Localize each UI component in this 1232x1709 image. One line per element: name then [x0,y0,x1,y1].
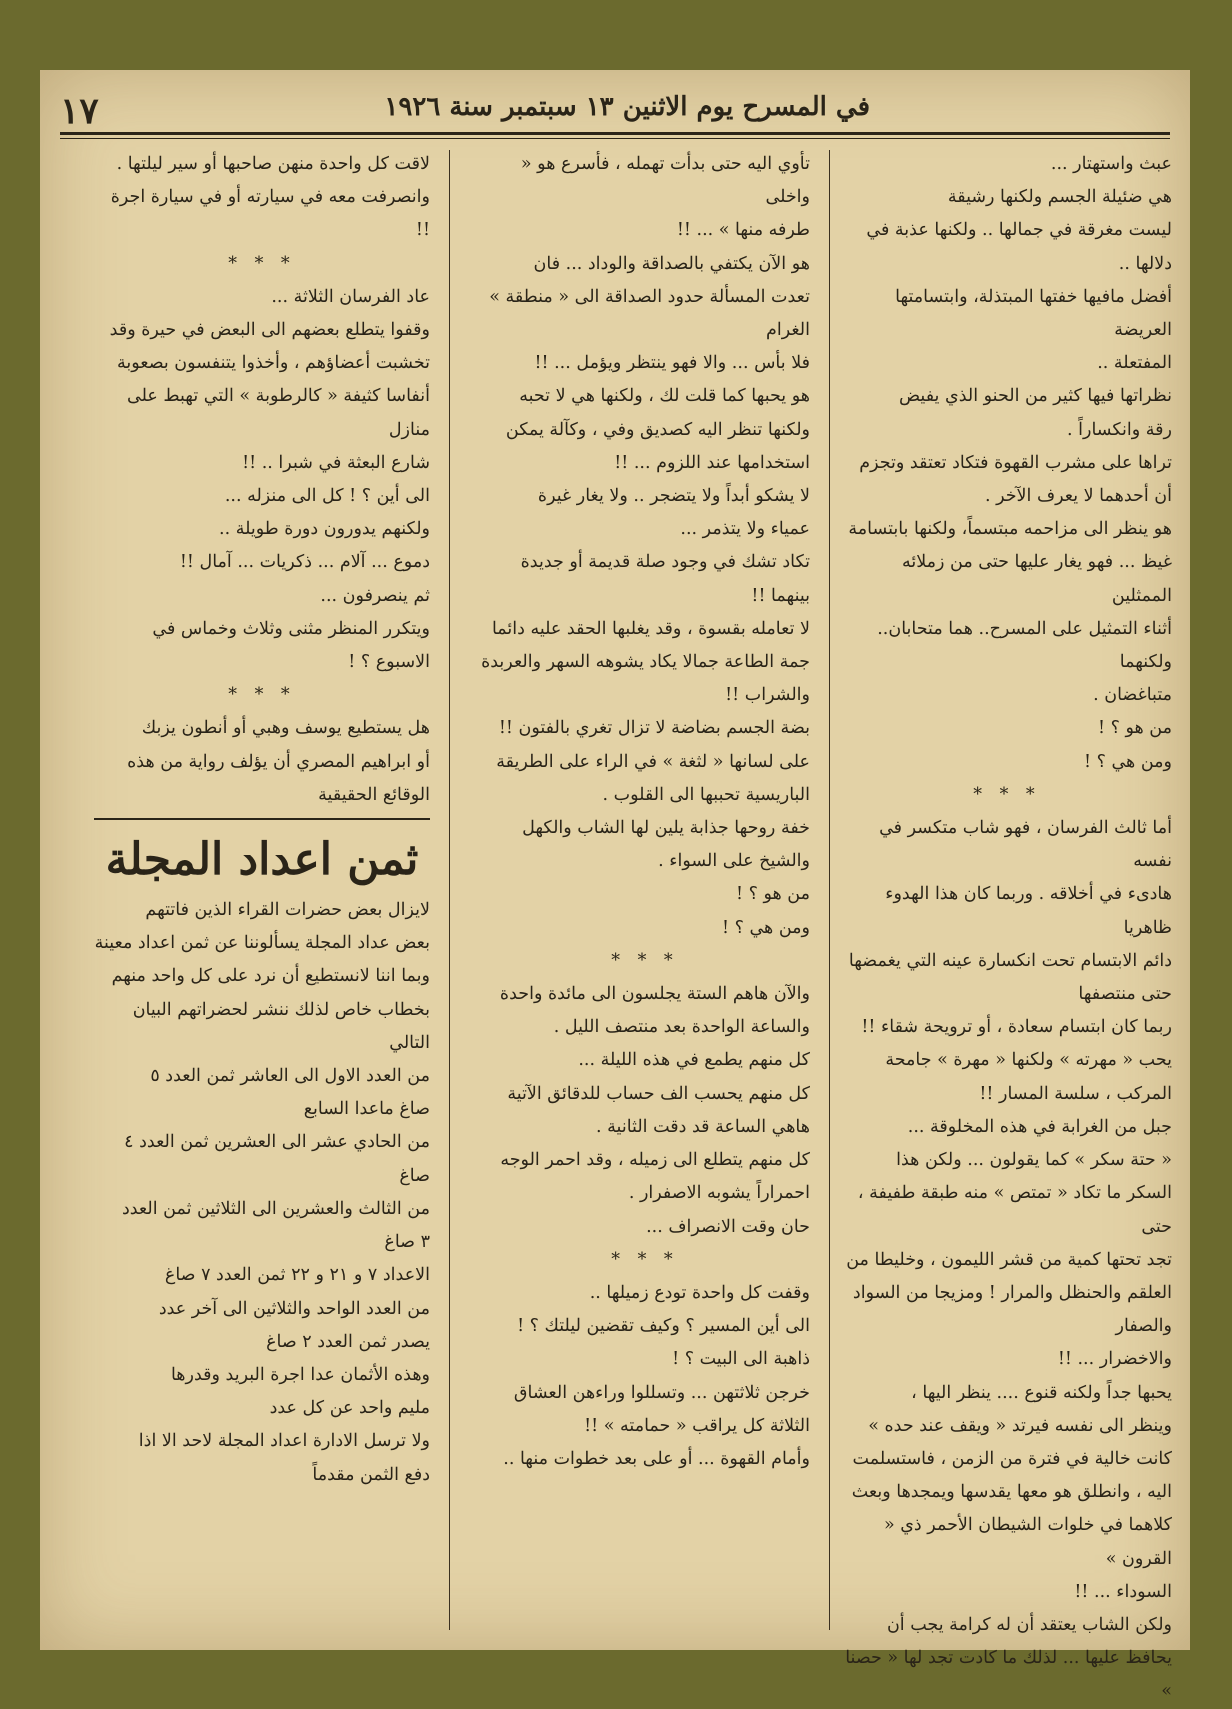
text-line: أما ثالث الفرسان ، فهو شاب متكسر في نفسه [879,818,1172,872]
text-line: لايزال بعض حضرات القراء الذين فاتتهم [145,900,430,921]
text-line: كلاهما في خلوات الشيطان الأحمر ذي « القرون » [883,1515,1172,1569]
text-line: وقفت كل واحدة تودع زميلها .. [589,1282,810,1303]
text-line: اليه ، وانطلق هو معها يقدسها ويمجدها وبعث [851,1482,1172,1503]
text-line: متباغضان . [1093,685,1172,706]
text-line: ولكنهم يدورون دورة طويلة .. [219,519,430,540]
text-line: وبما اننا لانستطيع أن نرد على كل واحد منهم [111,966,430,987]
text-line: أو ابراهيم المصري أن يؤلف رواية من هذه [127,751,430,772]
article-end [94,148,430,812]
text-line: « حتة سكر » كما يقولون ... ولكن هذا [896,1150,1172,1171]
text-line: مليم واحد عن كل عدد [269,1398,430,1419]
text-line: هو يحبها كما قلت لك ، ولكنها هي لا تحبه [519,386,810,407]
text-line: من هو ؟ ! [1098,718,1172,739]
text-line: نظراتها فيها كثير من الحنو الذي يفيض [898,386,1172,407]
text-line: يحافظ عليها ... لذلك ما كادت تجد لها « حصنا » [845,1648,1172,1702]
text-line: يحب « مهرته » ولكنها « مهرة » جامحة [885,1050,1172,1071]
text-line: المفتعلة .. [1097,353,1172,374]
text-line: والشراب !! [725,685,810,706]
text-line: جبل من الغرابة في هذه المخلوقة ... [907,1116,1172,1137]
section-separator: * * * [611,1249,679,1270]
text-line: غيظ ... فهو يغار عليها حتى من زملائه الممثلين [901,552,1172,606]
text-line: هادىء في أخلاقه . وربما كان هذا الهدوء ظاهريا [885,884,1172,938]
text-line: دموع ... آلام ... ذكريات ... آمال !! [179,552,430,573]
text-line: ولكنها تنظر اليه كصديق وفي ، وكآلة يمكن [505,419,810,440]
text-line: ٣ صاغ [384,1232,430,1253]
text-line: المركب ، سلسة المسار !! [979,1083,1172,1104]
text-line: هل يستطيع يوسف وهبي أو أنطون يزبك [141,718,430,739]
text-line: والاخضرار ... !! [1057,1349,1172,1370]
header-rule-thin [60,138,1170,139]
text-line: من العدد الواحد والثلاثين الى آخر عدد [158,1298,430,1319]
text-line: كانت خالية في فترة من الزمن ، فاستسلمت [852,1448,1172,1469]
text-line: ويتكرر المنظر مثنى وثلاث وخماس في [152,618,430,639]
text-line: الى أين ؟ ! كل الى منزله ... [224,486,430,507]
text-line: عبث واستهتار ... [1050,154,1172,174]
text-line: ربما كان ابتسام سعادة ، أو ترويحة شقاء !! [861,1017,1172,1038]
text-line: جمة الطاعة جمالا يكاد يشوهه السهر والعربدة [481,652,810,673]
text-line: تجد تحتها كمية من قشر الليمون ، وخليطا من [846,1249,1172,1270]
text-line: الى أين المسير ؟ وكيف تقضين ليلتك ؟ ! [517,1316,810,1337]
text-line: والشيخ على السواء . [658,851,810,872]
text-line: كل منهم يحسب الف حساب للدقائق الآتية [507,1083,810,1104]
text-line: أنفاسا كثيفة « كالرطوبة » التي تهبط على منازل [127,386,430,440]
text-line: ليست مغرقة في جمالها .. ولكنها عذبة في [866,220,1172,241]
text-line: استخدامها عند اللزوم ... !! [614,452,810,473]
text-line: ومن هي ؟ ! [722,917,810,938]
text-line: وهذه الأثمان عدا اجرة البريد وقدرها [170,1364,430,1385]
text-line: كل منهم يتطلع الى زميله ، وقد احمر الوجه [500,1150,810,1171]
text-line: أفضل مافيها خفتها المبتذلة، وابتسامتها العريضة [895,286,1172,341]
text-line: تراها على مشرب القهوة فتكاد تعتقد وتجزم [859,452,1172,473]
page-number: ١٧ [60,90,99,132]
section-separator: * * * [973,784,1041,805]
newspaper-page [40,70,1190,1702]
column-divider [449,150,450,1630]
text-line: من الحادي عشر الى العشرين ثمن العدد ٤ صاغ [124,1132,430,1186]
text-line: دائم الابتسام تحت انكسارة عينه التي يغمضها [848,950,1172,971]
section-separator: * * * [611,950,679,971]
text-line: طرفه منها » ... !! [676,220,810,241]
text-line: حتى منتصفها [1078,984,1172,1005]
text-line: والآن هاهم الستة يجلسون الى مائدة واحدة [499,984,810,1005]
text-line: هو الآن يكتفي بالصداقة والوداد ... فان [533,253,810,274]
text-line: بخطاب خاص لذلك ننشر لحضراتهم البيان التالي [132,999,430,1053]
text-line: هاهي الساعة قد دقت الثانية . [596,1116,810,1137]
column-right [842,148,1172,1702]
text-line: تعدت المسألة حدود الصداقة الى « منطقة » الغرام [489,286,810,341]
text-line: صاغ ماعدا السابع [303,1099,430,1120]
text-line: رقة وانكساراً . [1067,419,1172,440]
text-line: لا تعامله بقسوة ، وقد يغلبها الحقد عليه دائما [491,618,810,639]
text-line: تخشبت أعضاؤهم ، وأخذوا يتنفسون بصعوبة [116,353,430,374]
text-line: أن أحدهما لا يعرف الآخر . [984,486,1172,507]
text-line: لاقت كل واحدة منهن صاحبها أو سير ليلتها . [116,154,430,174]
text-line: وانصرفت معه في سيارته أو في سيارة اجرة !! [110,187,430,241]
text-line: الثلاثة كل يراقب « حمامته » !! [584,1415,810,1436]
header-title: في المسرح يوم الاثنين ١٣ سبتمبر سنة ١٩٢٦ [384,92,870,122]
text-line: هو ينظر الى مزاحمه مبتسماً، ولكنها بابتسامة [848,519,1172,540]
header-rule [60,132,1170,135]
text-line: وأمام القهوة ... أو على بعد خطوات منها .. [503,1448,810,1469]
text-line: وقفوا يتطلع بعضهم الى البعض في حيرة وقد [109,320,430,341]
text-line: لا يشكو أبداً ولا يتضجر .. ولا يغار غيرة [537,486,810,507]
text-line: عمياء ولا يتذمر ... [680,519,810,540]
section-separator: * * * [228,253,296,274]
text-line: هي ضئيلة الجسم ولكنها رشيقة [947,187,1172,208]
text-line: تكاد تشك في وجود صلة قديمة أو جديدة [520,552,810,573]
text-line: دفع الثمن مقدماً [312,1464,430,1485]
text-line: الاسبوع ؟ ! [348,652,430,673]
text-line: كل منهم يطمع في هذه الليلة ... [578,1050,810,1071]
text-line: ذاهبة الى البيت ؟ ! [672,1349,810,1370]
page-header [60,88,1170,138]
text-line: ثم ينصرفون ... [320,585,430,606]
text-line: على لسانها « لثغة » في الراء على الطريقة [496,751,810,772]
prices-heading: ثمن اعداد المجلة [94,818,430,890]
text-line: ولكن الشاب يعتقد أن له كرامة يجب أن [886,1614,1172,1635]
section-separator: * * * [228,685,296,706]
text-line: الاعداد ٧ و ٢١ و ٢٢ ثمن العدد ٧ صاغ [164,1265,430,1286]
text-line: خرجن ثلاثتهن ... وتسللوا وراءهن العشاق [513,1382,810,1403]
text-line: أثناء التمثيل على المسرح.. هما متحابان.. ولكنهما [877,618,1172,673]
text-line: حان وقت الانصراف ... [646,1216,810,1237]
column-middle [480,148,810,1630]
text-line: دلالها .. [1118,253,1172,274]
text-line: بينهما !! [751,585,810,606]
text-line: من هو ؟ ! [736,884,810,905]
text-line: فلا بأس ... والا فهو ينتظر ويؤمل ... !! [534,353,810,374]
text-line: من الثالث والعشرين الى الثلاثين ثمن العدد [121,1198,430,1219]
text-line: من العدد الاول الى العاشر ثمن العدد ٥ [150,1066,430,1087]
text-line: وينظر الى نفسه فيرتد « ويقف عند حده » [868,1415,1172,1436]
text-line: عاد الفرسان الثلاثة ... [271,286,430,307]
text-line: ومن هي ؟ ! [1084,751,1172,772]
text-line: بعض عداد المجلة يسألوننا عن ثمن اعداد معينة [94,933,430,954]
text-line: العلقم والحنظل والمرار ! ومزيجا من السواد والصفار [852,1282,1172,1337]
text-line: الباريسية تحببها الى القلوب . [602,784,810,805]
column-divider [829,150,830,1630]
text-line: تأوي اليه حتى بدأت تهمله ، فأسرع هو « واخلى [520,154,810,208]
text-line: السكر ما تكاد « تمتص » منه طبقة طفيفة ، حتى [857,1183,1172,1237]
text-line: يصدر ثمن العدد ٢ صاغ [266,1331,430,1352]
text-line: خفة روحها جذابة يلين لها الشاب والكهل [522,818,810,839]
text-line: الوقائع الحقيقية [318,784,430,805]
text-line: والساعة الواحدة بعد منتصف الليل . [553,1017,810,1038]
text-line: السوداء ... !! [1074,1581,1172,1602]
text-line: بضة الجسم بضاضة لا تزال تغري بالفتون !! [498,718,810,739]
column-left [94,148,430,1630]
prices-notice [94,894,430,1492]
text-line: شارع البعثة في شبرا .. !! [242,452,430,473]
text-line: احمراراً يشوبه الاصفرار . [628,1183,810,1204]
text-line: يحبها جداً ولكنه قنوع .... ينظر اليها ، [911,1382,1172,1403]
text-line: ولا ترسل الادارة اعداد المجلة لاحد الا اذا [138,1431,430,1452]
